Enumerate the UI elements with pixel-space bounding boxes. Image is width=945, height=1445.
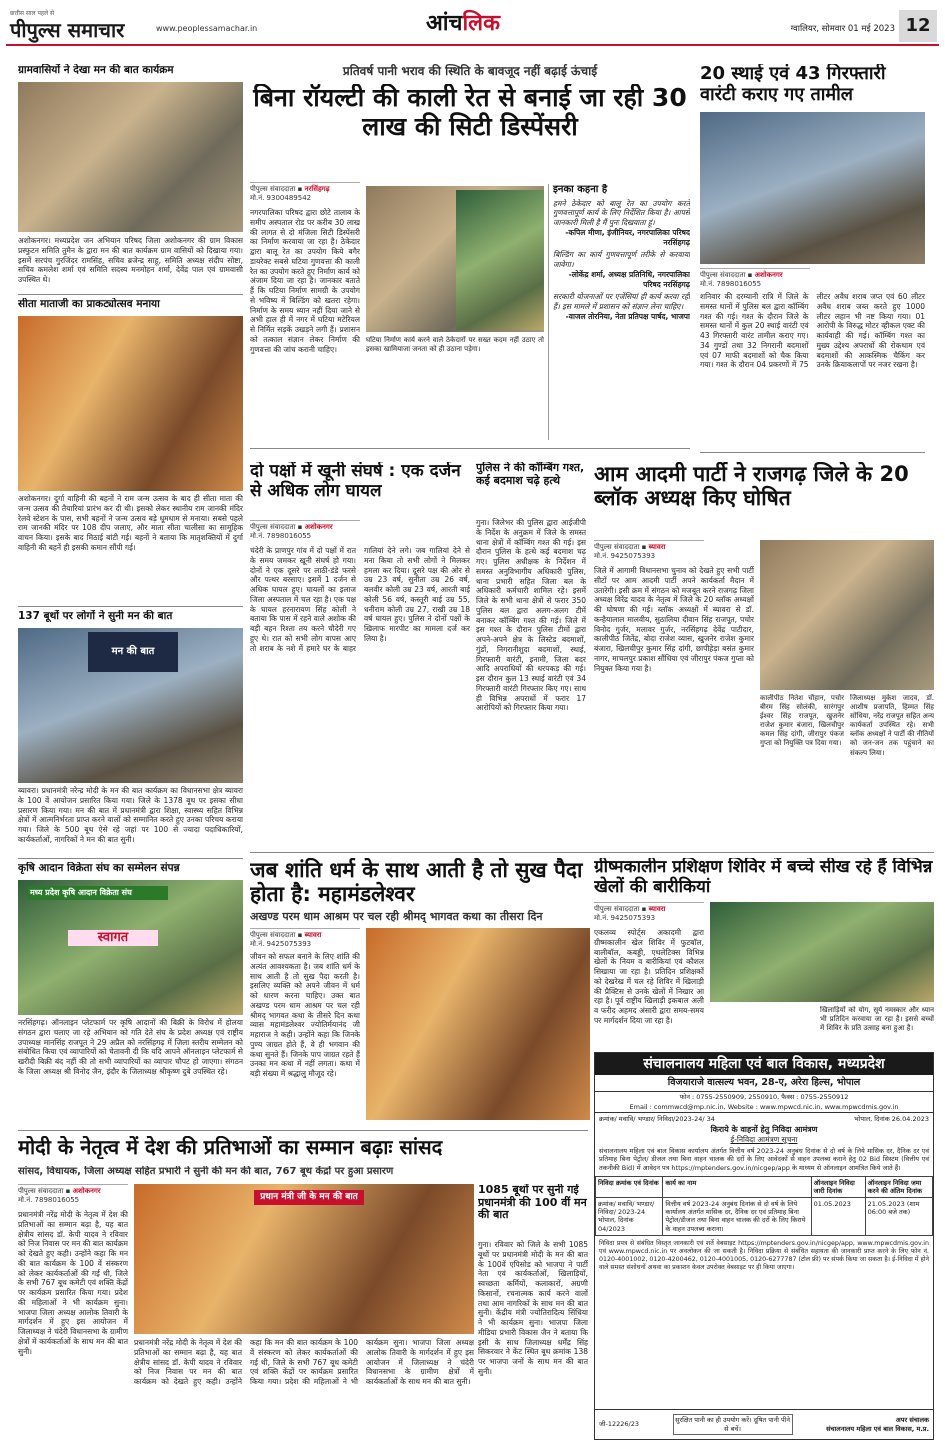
s5-body: नगरपालिका परिषद द्वारा छोटे तालाब के समीप अस्पताल रोड पर करीब 30 लाख की लागत से दो मंजिला सिटी डिस्पेंसरी का निर्माण करवाया जा रहा है। ठेकेदार द्वारा बालू रेत का उपयोग किये बगैर डायरेक्ट सबसे घटिया गुणवत्ता की काली रेत का उपयोग करते हुए निर्माण कार्य को अंजाम दिया जा रहा है। जानकार बताते हैं कि घटिया निर्माण सामग्री के उपयोग से भविष्य में बिल्डिंग को खतरा रहेगा। निर्माण के समय ध्यान नहीं दिया जाने से अभी हाल ही में नगर में घटिया मटेरियल से निर्मित सड़कें उखड़ने लगी हैं। प्रशासन को तत्काल संज्ञान लेकर निर्माण की गुणवत्ता की जांच करानी चाहिए। [250,208,360,354]
s10-subtitle: अखण्ड परम धाम आश्रम पर चल रही श्रीमद् भागवत कथा का तीसरा दिन [250,910,543,923]
s5-comment2-by: -लोकेंद्र शर्मा, अध्यक्ष प्रतिनिधि, नगरपालिका परिषद नरसिंहगढ़ [568,269,690,289]
s10-byline-place: ब्यावरा [304,931,322,939]
s2-photo [18,316,243,491]
s13-headline: 1085 बूथों पर सुनी गई प्रधानमंत्री की 100 वीं मन की बात [478,1184,587,1222]
s12-headline: मोदी के नेतृत्व में देश की प्रतिभाओं का सम्मान बढ़ाः सांसद [18,1136,443,1159]
s3-photo [18,628,243,783]
s12-subtitle: सांसद, विधायक, जिला अध्यक्ष सहित प्रभारी ने सुनी की मन की बात, 767 बूथ केंद्रों पर हुआ प्रसारण [18,1166,394,1177]
s9-caption-b: जिलाध्यक्ष मुकेश जादव, डॉ. आशीष प्रजापति, हिम्मत सिंह सोंधिया, नरेंद्र राजपूत सहित अन्य कार्यकर्ता उपस्थित रहे। सभी ब्लॉक अध्यक्षों ने पार्टी की नीतियों को जन-जन तक पहुंचाने का संकल्प लिया। [850,694,934,757]
ad-subject: किराये के वाहनों हेतु निविदा आमंत्रण [710,1125,818,1135]
ad-row3: 01.05.2023 [811,1198,865,1236]
s12-body-2: प्रधानमंत्री नरेंद्र मोदी के नेतृत्व में देश की प्रतिभाओं का सम्मान बढ़ा है, यह बात क्षेत्रीय सांसद डॉ. केपी यादव ने रविवार को निज निवास पर मन की बात कार्यक्रम को देखते हुए कही। उन्होंने कहा कि मन की बात कार्यक्रम के 100 वें संस्करण को लेकर कार्यकर्ताओं की गई थी, जिले के सभी 767 बूथ कमेटी एवं शक्ति केंद्रों पर कार्यक्रम प्रसारित किया गया। प्रदेश की महिलाओं ने भी कार्यक्रम सुना। भाजपा जिला अध्यक्ष आलोक तिवारी के मार्गदर्शन में हुए इस आयोजन में जिलाध्यक्ष ने चंदेरी विधानसभा के ग्रामीण क्षेत्रों में कार्यकर्ताओं के साथ मन की बात सुनी। [134,1338,474,1386]
ad-email: Email : commwcd@mp.nic.in, Website : www.mpwcd.nic.in, www.mpwcdmis.gov.in [595,1102,933,1113]
ad-title: संचालनालय महिला एवं बाल विकास, मध्यप्रदेश [595,1053,933,1075]
ad-contact: फोन : 0755-2550909, 2550910, फैक्स : 0755-2550912 [679,1092,849,1101]
s4-banner-text: मध्य प्रदेश कृषि आदान विक्रेता संघ [28,886,168,900]
ad-body: संचालनालय महिला एवं बाल विकास कार्यालय अंतर्गत वित्तीय वर्ष 2023-24 अनुबंध दिनांक से दो वर्ष के लिये मासिक दर, दैनिक दर एवं प्रतिमाह बिना पेट्रोल/ डीजल तथा बिना वाहन चालक की दरों के लिए आवेदकों से वाहन उपलब्ध कराने हेतु 02 Bid सिस्टम (वित्तीय एवं तकनीकी Bid) में आवेदन पत्र https://mptenders.gov.in/nicgep/app के माध्यम से ऑनलाइन आमंत्रित किये जाते हैं। [599,1146,929,1172]
s3-headline: 137 बूथों पर लोगों ने सुनी मन की बात [18,610,173,622]
ad-footer-mid: सुरक्षित पानी का ही उपयोग करें। दूषित पानी पीने से बचें। [673,1414,793,1434]
s7-headline: दो पक्षों में खूनी संघर्ष : एक दर्जन से अधिक लोग घायल [250,462,461,501]
s12-banner: प्रधान मंत्री जी के मन की बात [254,1190,364,1205]
ad-table [595,1176,933,1236]
s5-byline-place: नरसिंहगढ़ [304,185,330,193]
s10-photo [366,928,590,1120]
ad-row4: 21.05.2023 (शाम 06:00 बजे तक) [865,1198,932,1236]
page-number: 12 [899,10,937,42]
ad-footer-left: जी-12226/23 [599,1420,639,1429]
ad-ref: क्रमांक/ मवावि/ भण्डार/ निविदा/2023-24/ 34 [599,1115,715,1124]
ad-row1: क्रमांक/ मवावि/ भण्डार/ निविदा/ 2023-24 भोपाल, दिनांक 04/2023 [596,1198,663,1236]
s6-byline-place: अशोकनगर [754,271,783,279]
s5-byline: पीपुल्स संवाददाता ▪ नरसिंहगढ़ मो.नं. 9300489542 [250,182,360,203]
s4-body: नरसिंहगढ़। ऑनलाइन प्लेटफार्म पर कृषि आदानों की बिक्री के विरोध में होलया संगठन द्वारा चलाए जा रहे अभियान को गति देते संघ के प्रदेश अध्यक्ष एवं राष्ट्रीय उपाध्यक्ष मानसिंह राजपूत ने 29 अप्रैल को नरसिंहगढ़ में जिला स्तरीय सम्मेलन को संबोधित किया एवं व्यापारियों को चेतावनी दी कि यदि आपने ऑनलाइन प्लेटफार्म से खरीदी बिक्री बंद नहीं की तो सभी व्यापारियों का व्यापार चौपट हो जाएगा। संगठन के जिला अध्यक्ष श्री विनोद जैन, इंदौर के जिलाध्यक्ष श्रीकृष्ण दुबे उपस्थित रहे। [18,1018,243,1076]
s10-byline-name: पीपुल्स संवाददाता [250,931,296,939]
divider [250,448,690,449]
newspaper-logo: छत्तीस साल पहले से पीपुल्स समाचार [10,10,125,42]
s6-headline: 20 स्थाई एवं 43 गिरफ्तारी वारंटी कराए गए तामील [700,64,886,105]
s12-byline-place: अशोकनगर [72,1187,101,1195]
s10-byline: पीपुल्स संवाददाता ▪ ब्यावरा मो.नं. 9425075393 [250,928,360,949]
s5-mobile: मो.नं. 9300489542 [250,193,312,202]
ad-footer-right-b: संचालनालय महिला एवं बाल विकास, म.प्र. [826,1424,929,1433]
s1-headline: ग्रामवासियों ने देखा मन की बात कार्यक्रम [18,64,174,76]
ad-ref-row [595,1113,933,1125]
s1-photo [18,82,243,232]
s9-byline-name: पीपुल्स संवाददाता [594,543,640,551]
s11-photo [710,902,934,1002]
s12-byline: पीपुल्स संवाददाता ▪ अशोकनगर मो.नं. 7898016055 [18,1184,128,1205]
s9-photo [760,540,934,690]
s4-banner-welcome: स्वागत [68,930,158,946]
s10-headline: जब शांति धर्म के साथ आती है तो सुख पैदा होता है: महामंडलेश्वर [250,858,583,907]
divider [18,606,243,607]
s9-byline: पीपुल्स संवाददाता ▪ ब्यावरा मो.नं. 9425075393 [594,540,704,561]
s5-comment3: सरकारी योजनाओं पर एजेंसियां ही कार्य करवा रही हैं। इस मामले में प्रशासन को संज्ञान लेना चाहिए। [553,292,690,311]
s11-byline-place: ब्यावरा [648,905,666,913]
ad-col4: ऑनलाइन निविदा जमा करने की अंतिम दिनांक [865,1176,932,1197]
s4-photo [18,880,243,1015]
tender-ad [594,1052,934,1440]
divider [18,858,243,859]
s11-caption: खिलाड़ियों को योग, सूर्य नमस्कार और ध्यान भी प्रतिदिन करवाया जा रहा है। इससे बच्चों में शिविर के प्रति उत्साह बना हुआ है। [820,1006,934,1033]
ad-address: विजयाराजे वात्सल्य भवन, 28-ए, अरेरा हिल्स, भोपाल [595,1075,933,1092]
s11-body: एकलव्य स्पोर्ट्स अकादमी द्वारा ग्रीष्मकालीन खेल शिविर में फुटबॉल, बालीबॉल, कबड्डी, एथलेटिक्स विभिन्न खेलों के नियम व बारीकियां एवं कौशल सिखाया जा रहा है। प्रतिदिन प्रशिक्षकों को देखरेख में चल रहे शिविर में खिलाड़ी की प्रैक्टिस से उनके खेलों में निखार आ रहा है। पूर्व राष्ट्रीय खिलाड़ी इकबाल अली व फरीद अहमद अंसारी द्वारा समय-समय पर मार्गदर्शन दिया जा रहा है। [594,928,704,1025]
s2-headline: सीता माताजी का प्राकट्योत्सव मनाया [18,298,160,310]
s12-byline-name: पीपुल्स संवाददाता [18,1187,64,1195]
masthead [6,6,939,46]
s7-body: चंदेरी के प्राणपुर गांव में दो पक्षों में रात के समय जमकर खूनी संघर्ष हो गया। दोनों ने एक दूसरे पर लाठी-डंडे फरसे और पत्थर बरसाए। इसमें 1 दर्जन से अधिक घायल हुए। घायलों का इलाज जिला अस्पताल में चल रहा है। एक पक्ष के घायल हरनारायण सिंह कोली ने बताया कि पास में रहने वाले अशोक की बड़ी बहन रिश्ता तय करने चौदेरी गए हुए थे। रात को सभी लोग वापस आए तो शराब के नशे में हमारे घर के बाहर गालियां देने लगे। जब गालियां देने से मना किया तो सभी लोगों ने मिलकर हमला कर दिया। दूसरे पक्ष की ओर से उम्र 23 वर्ष, सुनीता उम्र 26 वर्ष, बलवीर कोली उम्र 23 वर्ष, आरती बाई कोली 56 वर्ष, कस्तूरी बाई उम्र 55, धनीराम कोली उम्र 27, राखी उम्र 18 वर्ष घायल हुए। पुलिस ने दोनों पक्षों के खिलाफ मारपीट का मामला दर्ज कर लिया है। [250,546,470,653]
s7-mobile: मो.नं. 7898016055 [250,531,312,540]
divider [700,452,925,453]
s9-mobile: मो.नं. 9425075393 [594,551,656,560]
s7-byline-name: पीपुल्स संवाददाता [250,523,296,531]
s11-headline: ग्रीष्मकालीन प्रशिक्षण शिविर में बच्चे सीख रहे हैं विभिन्न खेलों की बारीकियां [594,858,933,897]
s3-body: ब्यावरा। प्रधानमंत्री नरेन्द्र मोदी के मन की बात कार्यक्रम का विधानसभा क्षेत्र ब्यावरा के 100 वें आयोजन प्रसारित किया गया। जिले के 1378 बूथ पर इसका सीधा प्रसारण किया गया। मन की बात में प्रधानमंत्री द्वारा शिक्षा, स्वास्थ्य सहित विभिन्न क्षेत्रों में आत्मनिर्भरता प्राप्त करने वालों को सम्मानित करते हुए उनका परिचय कराया गया। जिले के 500 बूथ ऐसे रहे जहां पर 100 से ज्यादा पदाधिकारियों, कार्यकर्ताओं, नागरिकों ने मन की बात सुनी। [18,786,243,844]
s4-headline: कृषि आदान विक्रेता संघ का सम्मेलन संपन्न [18,862,180,874]
s9-headline: आम आदमी पार्टी ने राजगढ़ जिले के 20 ब्लॉक अध्यक्ष किए घोषित [594,462,909,511]
s3-screen-text: मन की बात [88,632,178,672]
s10-body: जीवन को सफल बनाने के लिए शांति की अत्यंत आवश्यकता है। जब शांति धर्म के साथ आती है तो सुख पैदा करती है। इसलिए व्यक्ति को अपने जीवन में धर्म को धारण करना चाहिए। उक्त बात अखण्ड परम धाम आश्रम पर चल रही श्रीमद् भागवत कथा के तीसरे दिन कथा व्यास महामंडलेश्वर ज्योतिर्मयानंद जी महाराज ने कही। उन्होंने कहा कि जिनके पुण्य जाग्रत होते हैं, वे ही भगवान की कथा सुनते हैं। जिनके पाप जाग्रत रहते हैं उनका मन कथा में नहीं लगता। कथा में बड़ी संख्या में श्रद्धालु मौजूद रहे। [250,952,360,1078]
s1-body: अशोकनगर। मध्यप्रदेश जन अभियान परिषद जिला अशोकनगर की ग्राम विकास प्रस्फुटन समिति तुमैन के द्वारा मन की बात कार्यक्रम ग्राम वासियों को दिखाया गया। इसमें सरपंच गुरजिंदर रामसिंह, सचिव ब्रजेन्द्र साहू, समिति अध्यक्ष संदीप सोष्टा, सचिव कमलेश शर्मा एवं समिति सदस्य मनमोहन शर्मा, देवेंद्र पाल एवं ग्रामवासी उपस्थित थे। [18,236,243,284]
s12-photo [134,1184,474,1334]
s9-body: जिले में आगामी विधानसभा चुनाव को देखते हुए सभी पार्टी सीटों पर आम आदमी पार्टी अपने कार्यकर्ता मैदान में उतारेगी। इसी क्रम में संगठन को मजबूत करने राजगढ़ जिला अध्यक्ष विरेंद्र यादव के नेतृत्व में जिले के 20 ब्लॉक अध्यक्षों की घोषणा की गई। ब्लॉक अध्यक्षों में ब्यावरा से डॉ. कन्हैयालाल मालवीय, सुठालिया दीवान सिंह राजपूत, पचोर विनोद गुर्जर, मलावर गुर्जर, नरसिंहगढ़ देवेंद्र पाटीदार, कालीपीठ जितेंद्र, बोदा राजेश व्यास, खुजनेर राजेश कुमार बंजारा, खिलचीपुर कुमार सिंह दांगी, छापीहेड़ा बसंत कुमार नागर, माचलपुर प्रकाश सौंधिया एवं जीरापुर पंकज गुप्ता को नियुक्त किया गया है। [594,566,754,673]
section-title [426,10,500,38]
s6-byline: पीपुल्स संवाददाता ▪ अशोकनगर मो.नं. 7898016055 [700,268,810,289]
s9-byline-place: ब्यावरा [648,543,666,551]
ad-footer-right-a: अपर संचालक [895,1416,929,1425]
s5-photo-b [456,190,544,330]
ad-col1: निविदा क्रमांक एवं दिनांक [596,1176,663,1197]
s13-body: गुना। रविवार को जिले के सभी 1085 बूथों पर प्रधानमंत्री मोदी के मन की बात के 100वें एपिसोड को भाजपा ने पार्टी नेता एवं कार्यकर्ताओं, खिलाड़ियों, स्वच्छता कर्मियों, कलाकारों, अग्रणी किसानों, रचनात्मक कार्य करने वालों तथा आम नागरिकों के साथ मन की बात सुनी। केंद्रीय मंत्री ज्योतिरादित्य सिंधिया ने भी कार्यक्रम सुना। भाजपा जिला मीडिया प्रभारी विकास जैन ने बताया कि इसी के साथ जिलाध्यक्ष धर्मेंद्र सिंह सिकरवार ने केंट स्थित बूथ क्रमांक 138 पर भाजपा जनों के साथ मन की बात सुनी। [478,1240,588,1376]
ad-col3: ऑनलाइन निविदा जारी दिनांक [811,1176,865,1197]
ad-footer [595,1409,933,1439]
website: www.peoplessamachar.in [156,24,258,33]
s5-comment1: हमने ठेकेदार को बालू रेत का उपयोग करते गुणवत्तापूर्ण कार्य के लिए निर्देशित किया है। आपसे जानकारी मिली है मैं पुनः दिखवाता हूं। [553,198,690,227]
s5-comments-title: इनका कहना है [553,184,608,195]
s8-body: गुना। जिलेभर की पुलिस द्वारा आईजीपी के निर्देश के अनुक्रम में जिले के समस्त थाना क्षेत्रों में कॉम्बिंग गश्त की गई। इस दौरान पुलिस के हत्थे कई बदमाश चढ़ गए। पुलिस अधीक्षक के निर्देशन में समस्त अनुविभागीय अधिकारी पुलिस, थाना प्रभारी सहित जिला बल के अधिकारी कर्मचारी शामिल रहे। इसमें जिले के सभी थाना क्षेत्रों से फरार 350 पुलिस बल द्वारा अलग-अलग टीमें बनाकर कॉम्बिंग गश्त की गई। जिले में इस गश्त के दौरान पुलिस टीमों द्वारा अपने-अपने क्षेत्र के लिस्टेड बदमाशों, गुंडों, निगरानीशुदा बदमाशों, स्थाई, गिरफ्तारी वारंटी, इनामी, जिला बदर आदि अपराधियों की धरपकड़ की गई। इस दौरान कुल 13 स्थाई वारंटी एवं 34 गिरफ्तारी वारंटी गिरफ्तार किए गए। साथ ही विभिन्न अपराधों में फरार 17 आरोपियों को गिरफ्तार किया गया। [476,518,586,713]
divider [18,294,243,295]
s6-photo [700,112,925,264]
s6-byline-name: पीपुल्स संवाददाता [700,271,746,279]
s5-headline: बिना रॉयल्टी की काली रेत से बनाई जा रही 30 लाख की सिटी डिस्पेंसरी [253,84,687,141]
s5-comment2: बिल्डिंग का कार्य गुणवत्तापूर्ण तरीके से करवाया जावेगा। [553,250,690,269]
ad-note: निविदा प्रपत्र से संबंधित विस्तृत जानकारी एवं शर्ते वेबसाइट https://mptenders.gov.in/nicgep/app, www.mpwcdmis.gov.in एवं www.mpwcd.nic.in पर अवलोकन की जा सकती है। निविदा प्रक्रिया से संबंधित सहायता की जानकारी प्राप्त करने के लिए फोन नं. 0120-4001002, 0120-4200462, 0120-4001005, 0120-6277787 (टोल फ्री) पर संपर्क किया जा सकता है। ई-निविदा में होने वाले समस्त संशोधनों अथवा का प्रकाशन केवल उपरोक्त वेबसाइट पर ही किया जाएगा। [599,1239,929,1272]
issue-date: ग्वालियर, सोमवार 01 मई 2023 [790,24,895,34]
s7-byline-place: अशोकनगर [304,523,333,531]
s5-kicker: प्रतिवर्ष पानी भराव की स्थिति के बावजूद नहीं बढ़ाई ऊंचाई [342,64,598,78]
divider [18,1130,588,1131]
s7-byline: पीपुल्स संवाददाता ▪ अशोकनगर मो.नं. 7898016055 [250,520,360,541]
s12-body: प्रधानमंत्री नरेंद्र मोदी के नेतृत्व में देश की प्रतिभाओं का सम्मान बढ़ा है, यह बात क्षेत्रीय सांसद डॉ. केपी यादव ने रविवार को निज निवास पर मन की बात कार्यक्रम को देखते हुए कही। उन्होंने कहा कि मन की बात कार्यक्रम के 100 वें संस्करण को लेकर कार्यकर्ताओं की गई थी, जिले के सभी 767 बूथ कमेटी एवं शक्ति केंद्रों पर कार्यक्रम प्रसारित किया गया। प्रदेश की महिलाओं ने भी कार्यक्रम सुना। भाजपा जिला अध्यक्ष आलोक तिवारी के मार्गदर्शन में हुए इस आयोजन में जिलाध्यक्ष ने चंदेरी विधानसभा के ग्रामीण क्षेत्रों में कार्यकर्ताओं के साथ मन की बात सुनी। [18,1210,128,1356]
s5-caption: घटिया निर्माण कार्य करने वाले ठेकेदारों पर सख्त कदम नहीं उठाए तो इसका खामियाजा जनता को ही उठाना पड़ेगा। [366,336,544,354]
ad-subject2: ई-निविदा आमंत्रण सूचना [730,1135,798,1145]
s6-mobile: मो.नं. 7898016055 [700,279,762,288]
s12-mobile: मो.नं. 7898016055 [18,1195,80,1204]
s5-byline-name: पीपुल्स संवाददाता [250,185,296,193]
section-title-a: आंच [426,11,463,36]
ad-row2: वित्तीय वर्ष 2023-24 अनुबंध दिनांक से दो वर्ष के लिये कार्यालय अंतर्गत मासिक दर, दैनिक दर एवं प्रतिमाह बिना पेट्रोल/डीजल तथा बिना वाहन चालक की दरों के लिए किराये के वाहन उपलब्ध कराना। [663,1198,811,1236]
ad-table-header [596,1176,933,1197]
s5-comment1-by: -कपिल मीणा, इंजीनियर, नगरपालिका परिषद नरसिंहगढ़ [565,227,690,247]
ad-footer-right [826,1416,929,1432]
s11-byline-name: पीपुल्स संवाददाता [594,905,640,913]
ad-col2: कार्य का नाम [663,1176,811,1197]
s10-mobile: मो.नं. 9425075393 [250,939,312,948]
s11-byline: पीपुल्स संवाददाता ▪ ब्यावरा मो.नं. 9425075393 [594,902,704,923]
ad-ref-date: भोपाल, दिनांक 26.04.2023 [854,1115,929,1124]
section-title-b: लिक [462,11,500,36]
s2-body: अशोकनगर। दुर्गा वाहिनी की बहनों ने राम जन्म उत्सव के बाद ही सीता माता की जन्म उत्सव की तैयारियां प्रारंभ कर दी थी। इसको लेकर स्थानीय राम जानकी मंदिर रेलवे स्टेशन के पास, सभी बहनों ने जन्म उत्सव बड़े धूमधाम से मनाया। सबसे पहले राम जानकी मंदिर पर 108 दीप जलाए, और माता सीता चालीसा का सामूहिक वाचन किया। इसके बाद मिठाई बांटी गई। बहनों ने बताया कि मातृशक्तियों में दुर्गा वाहिनी की बहनें ही इसकी कमान सौंपी गई। [18,494,243,552]
ad-table-row [596,1198,933,1236]
s5-comments [548,184,690,440]
s6-body: शनिवार की दरम्यानी रात्रि में जिले के समस्त थानों में पुलिस बल द्वारा कॉम्बिंग गश्त की गई। गश्त के दौरान जिले के समस्त थानों में कुल 20 स्थाई वारंटी एवं 43 गिरफ्तारी वारंट तामील कराए गए। 34 गुण्डों तथा 32 निगरानी बदमाशों एवं 07 माफी बदमाशों को चैक किया गया। गश्त के दौरान 04 प्रकरणों में 75 लीटर अवैध शराब जप्त एवं 60 लीटर अवैध शराब जब्त करते हुए 1000 लीटर लहान भी नष्ट किया गया। 01 आरोपी के विरुद्ध मोटर व्हीकल एक्ट की कार्यवाही की गई। कॉम्बिंग गश्त का मुख्य उद्देश्य अपराधों की रोकथाम एवं बदमाशों की आकस्मिक चैकिंग कर उनके क्रियाकलापों पर नजर रखना है। [700,292,925,370]
divider [250,852,934,853]
s9-caption-a: कालीपीठ नितेश चौहान, पचोर बीरम सिंह सोलंकी, सारंगपुर ईश्वर सिंह राजपूत, खुजनेर राजेश कुमार बंजारा, खिलचीपुर कमल सिंह दांगी, जीरापुर पंकज गुप्ता को नियुक्ति पत्र दिया गया। [760,694,844,748]
s8-headline: पुलिस ने की कॉम्बिंग गश्त, कई बदमाश चढ़े हत्थे [476,462,585,487]
s5-comment3-by: -वाजल तोरनिया, नेता प्रतिपक्ष पार्षद, भाजपा [565,311,690,321]
s11-mobile: मो.नं. 9425075393 [594,913,656,922]
